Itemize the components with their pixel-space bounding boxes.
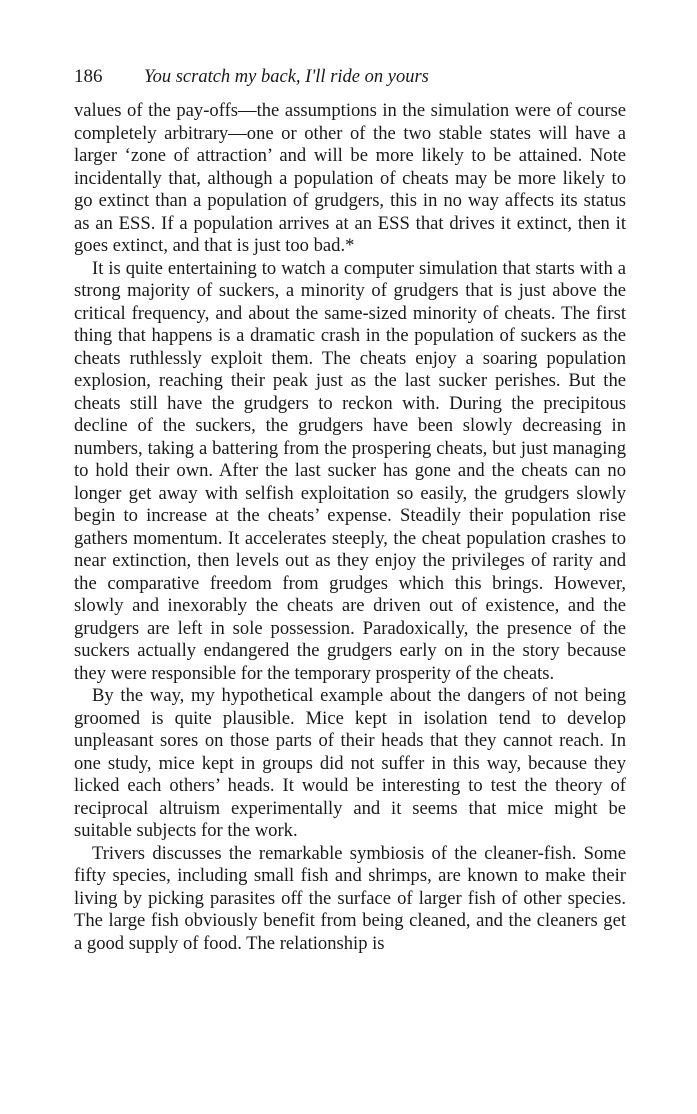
paragraph-computer-simulation: It is quite entertaining to watch a computer simulation that starts with a strong majority of suckers, a minority of grudgers that is just above the critical frequency, and about the same-sized minority of cheats. The first thing that happens is a dramatic crash in the population of suckers as the cheats ruthlessly exploit them. The cheats enjoy a soaring population explosion, reaching their peak just as the last sucker perishes. But the cheats still have the grudgers to reckon with. During the precipitous decline of the suckers, the grudgers have been slowly decreasing in numbers, taking a battering from the prospering cheats, but just managing to hold their own. After the last sucker has gone and the cheats can no longer get away with selfish exploitation so easily, the grudgers slowly begin to increase at the cheats’ expense. Steadily their population rise gathers momentum. It accelerates steeply, the cheat population crashes to near extinction, then levels out as they enjoy the privileges of rarity and the comparative freedom from grudges which this brings. However, slowly and inexorably the cheats are driven out of existence, and the grudgers are left in sole possession. Paradoxically, the presence of the suckers actually endangered the grudgers early on in the story because they were responsible for the temporary prosperity of the cheats.	[74, 257, 626, 684]
paragraph-cleaner-fish: Trivers discusses the remarkable symbiosis of the cleaner-fish. Some fifty species, including small fish and shrimps, are known to make their living by picking parasites off the surface of larger fish of other species. The large fish obviously benefit from being cleaned, and the cleaners get a good supply of food. The relationship is	[74, 842, 626, 954]
body-text	[74, 100, 626, 955]
page-number: 186	[74, 66, 103, 87]
paragraph-continuation: values of the pay-offs—the assumptions in the simulation were of course completely arbitrary—one or other of the two stable states will have a larger ‘zone of attraction’ and will be more likely to be attained. Note incidentally that, although a population of cheats may be more likely to go extinct than a population of grudgers, this in no way affects its status as an ESS. If a population arrives at an ESS that drives it extinct, then it goes extinct, and that is just too bad.*	[74, 100, 626, 256]
paragraph-grooming-mice: By the way, my hypothetical example about the dangers of not being groomed is quite plausible. Mice kept in isolation tend to develop unpleasant sores on those parts of their heads that they cannot reach. In one study, mice kept in groups did not suffer in this way, because they licked each others’ heads. It would be interesting to test the theory of reciprocal altruism experimentally and it seems that mice might be suitable subjects for the work.	[74, 685, 626, 841]
running-title: You scratch my back, I'll ride on yours	[144, 67, 429, 87]
book-page	[74, 66, 626, 955]
running-head	[74, 66, 626, 96]
